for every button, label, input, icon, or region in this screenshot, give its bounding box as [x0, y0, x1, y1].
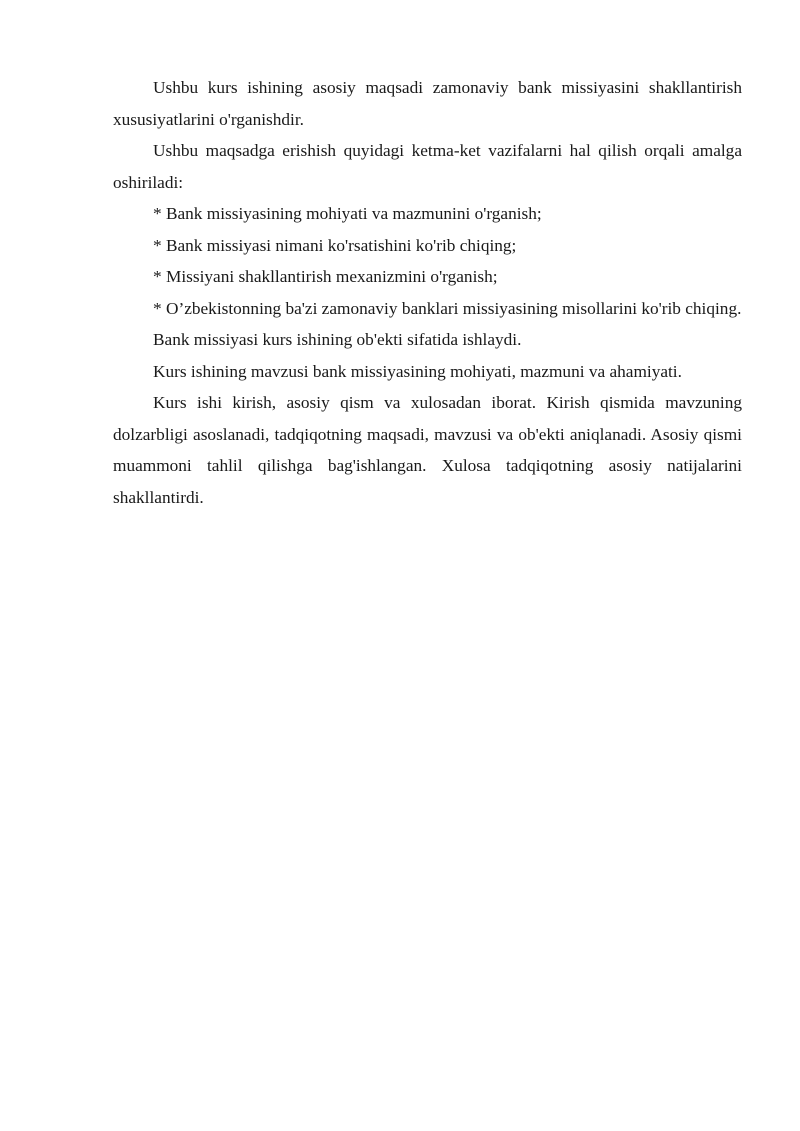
paragraph-goal: Ushbu kurs ishining asosiy maqsadi zamonaviy bank missiyasini shakllantirish xususiyatlarini o'rganishdir.	[113, 78, 742, 129]
paragraph-object: Bank missiyasi kurs ishining ob'ekti sifatida ishlaydi.	[153, 330, 522, 349]
paragraph-subject: Kurs ishining mavzusi bank missiyasining mohiyati, mazmuni va ahamiyati.	[153, 361, 682, 381]
paragraph-structure: Kurs ishi kirish, asosiy qism va xulosadan iborat. Kirish qismida mavzuning dolzarbligi asoslanadi, tadqiqotning maqsadi, mavzusi va ob'ekti aniqlanadi. Asosiy qismi muammoni tahlil qilishga bag'ishlangan. Xulosa tadqiqotning asosiy natijalarini shakllantirdi.	[113, 393, 742, 507]
task-item-2: * Bank missiyasi nimani ko'rsatishini ko'rib chiqing;	[153, 235, 517, 255]
task-item-1: * Bank missiyasining mohiyati va mazmunini o'rganish;	[153, 204, 542, 223]
task-item-4: * O’zbekistonning ba'zi zamonaviy banklari missiyasining misollarini ko'rib chiqing.	[153, 298, 742, 318]
task-item-3: * Missiyani shakllantirish mexanizmini o'rganish;	[153, 267, 498, 286]
document-body	[113, 72, 742, 513]
paragraph-tasks-intro: Ushbu maqsadga erishish quyidagi ketma-ket vazifalarni hal qilish orqali amalga oshiriladi:	[113, 141, 742, 192]
